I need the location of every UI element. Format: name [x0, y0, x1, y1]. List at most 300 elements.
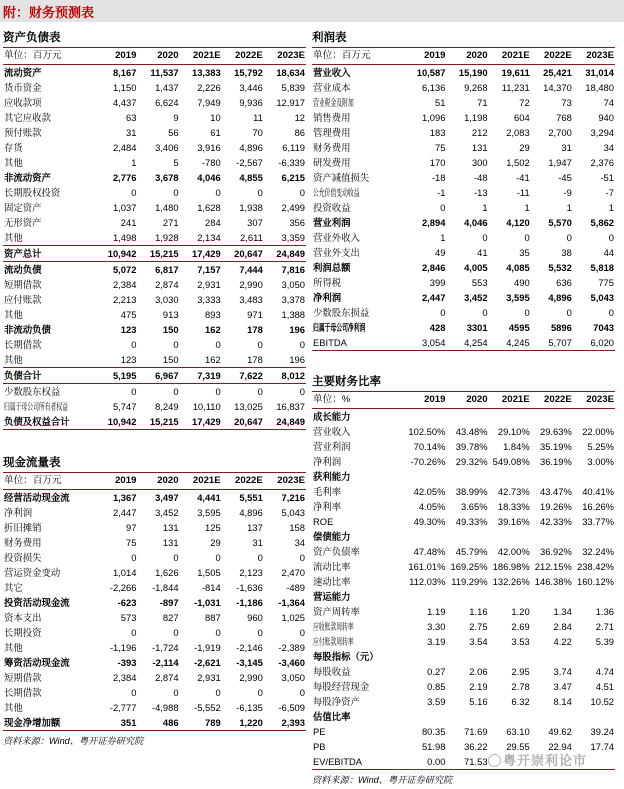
- table-row: [3, 670, 306, 685]
- row-value: 12: [294, 112, 305, 123]
- row-value: 10: [210, 112, 221, 123]
- row-value: 0: [215, 339, 221, 350]
- row-label: 负债合计: [3, 368, 95, 384]
- row-label: 应收款项: [4, 97, 42, 108]
- row-value: [446, 469, 488, 484]
- row-value: 18,480: [585, 82, 614, 93]
- row-value: 61: [210, 127, 221, 138]
- row-value: 20,647: [222, 414, 264, 430]
- row-value: 0: [257, 627, 263, 638]
- row-value: 2,894: [421, 217, 446, 228]
- table-row: [312, 634, 615, 649]
- row-value: 4,441: [197, 492, 221, 503]
- row-value: 17,429: [180, 246, 222, 262]
- row-value: 2,484: [112, 142, 137, 153]
- row-value: 0: [299, 552, 305, 563]
- row-value: 9,936: [239, 97, 263, 108]
- row-value: 3.65%: [460, 501, 488, 512]
- row-value: 31: [125, 127, 137, 138]
- row-value: 51: [434, 97, 446, 108]
- row-value: 34: [603, 142, 614, 153]
- row-value: 3,050: [281, 279, 305, 290]
- row-value: 0: [131, 552, 137, 563]
- table-row: [3, 520, 306, 535]
- row-value: 2,700: [548, 127, 572, 138]
- row-value: [573, 529, 615, 544]
- key-ratios-table: [312, 391, 615, 770]
- row-value: 2,384: [112, 279, 137, 290]
- table-row: [3, 292, 306, 307]
- row-value: [446, 529, 488, 544]
- row-value: -51: [600, 172, 614, 183]
- row-value: 549.08%: [492, 456, 530, 467]
- row-value: [531, 649, 573, 664]
- row-value: 1,367: [112, 492, 137, 503]
- table-row: [3, 95, 306, 110]
- row-value: 31,014: [585, 67, 614, 78]
- row-label: 营运资金变动: [4, 567, 61, 578]
- income-statement-body: [312, 48, 615, 351]
- row-value: 6,624: [155, 97, 179, 108]
- row-value: 4,437: [112, 97, 137, 108]
- content-columns: [0, 22, 624, 786]
- row-value: 71: [477, 97, 488, 108]
- row-label: 净利润: [313, 456, 342, 467]
- row-value: 893: [205, 309, 221, 320]
- row-value: 2,393: [264, 715, 306, 731]
- row-value: 0: [299, 687, 305, 698]
- table-row: [3, 110, 306, 125]
- row-value: 0: [215, 386, 221, 397]
- row-value: 5,195: [95, 368, 137, 384]
- watermark-text: 粤开崇利论市: [503, 753, 588, 768]
- row-value: 5,747: [112, 401, 137, 412]
- row-value: 43.48%: [455, 426, 488, 437]
- row-value: 39.16%: [497, 516, 530, 527]
- row-value: 4.74: [595, 666, 614, 677]
- row-value: 73: [561, 97, 572, 108]
- row-value: 960: [247, 612, 263, 623]
- row-value: -7: [605, 187, 614, 198]
- row-label: [312, 320, 404, 335]
- row-value: -1,919: [194, 642, 221, 653]
- row-value: [573, 469, 615, 484]
- row-value: 0: [257, 187, 263, 198]
- row-value: -3,145: [236, 657, 263, 668]
- row-value: 0: [440, 307, 446, 318]
- row-value: 2,931: [197, 279, 221, 290]
- row-value: 4,245: [489, 335, 531, 351]
- unit-label: 单位：百万元: [3, 473, 95, 490]
- row-value: 6.32: [511, 696, 530, 707]
- row-value: -1,031: [194, 597, 221, 608]
- row-value: 5,839: [281, 82, 305, 93]
- row-value: 196: [289, 324, 305, 335]
- row-value: 49: [434, 247, 446, 258]
- row-value: 4,896: [548, 292, 572, 303]
- row-value: 0: [173, 187, 179, 198]
- row-value: 6,136: [421, 82, 446, 93]
- row-value: 1,437: [155, 82, 179, 93]
- row-value: 10,942: [95, 246, 137, 262]
- table-row: [3, 262, 306, 278]
- row-label: 长期借款: [4, 687, 42, 698]
- row-value: -489: [286, 582, 305, 593]
- row-value: 2,470: [281, 567, 305, 578]
- table-row: [312, 170, 615, 185]
- row-value: -1,186: [236, 597, 263, 608]
- row-value: 3301: [466, 322, 488, 333]
- row-value: 4,046: [197, 172, 221, 183]
- row-value: 0: [608, 232, 614, 243]
- table-row: [312, 754, 615, 770]
- row-value: 0.85: [427, 681, 446, 692]
- row-label: 速动比率: [313, 576, 351, 587]
- column-header-year: 2023E: [264, 48, 306, 65]
- row-value: 0: [608, 307, 614, 318]
- row-label-text: 应收账款周转率: [313, 621, 354, 632]
- row-value: -1,724: [151, 642, 179, 653]
- table-row: [3, 414, 306, 430]
- row-value: 0: [299, 627, 305, 638]
- row-value: [573, 754, 615, 770]
- row-value: 1,505: [197, 567, 221, 578]
- row-value: 4,855: [239, 172, 263, 183]
- table-row: [312, 439, 615, 454]
- balance-sheet-body: [3, 48, 306, 430]
- table-row: [312, 275, 615, 290]
- row-label-text: 公允价值变动收益: [313, 187, 360, 198]
- row-label: 应付账款: [4, 294, 42, 305]
- row-label: 其他: [4, 157, 23, 168]
- table-row: [3, 505, 306, 520]
- table-row: [3, 125, 306, 140]
- row-value: 38: [561, 247, 572, 258]
- row-value: 15,792: [234, 67, 263, 78]
- row-label: 折旧摊销: [4, 522, 42, 533]
- row-value: 2,083: [506, 127, 530, 138]
- table-row: [312, 140, 615, 155]
- table-row: [3, 700, 306, 715]
- row-value: 5.39: [595, 636, 614, 647]
- row-label: 估值比率: [313, 711, 351, 722]
- row-value: 3,595: [197, 507, 221, 518]
- row-value: 2,499: [281, 202, 305, 213]
- row-value: 2.19: [469, 681, 488, 692]
- row-label: 每股收益: [313, 666, 351, 677]
- table-row: [3, 550, 306, 565]
- row-label: [312, 95, 404, 110]
- row-value: 8,167: [112, 67, 137, 78]
- row-label: 其他: [4, 354, 23, 365]
- row-value: 428: [429, 322, 446, 333]
- row-value: 102.50%: [408, 426, 446, 437]
- table-row: [312, 424, 615, 439]
- row-value: 307: [247, 217, 263, 228]
- row-value: 17,429: [180, 414, 222, 430]
- row-value: [404, 709, 446, 724]
- row-value: 4.51: [595, 681, 614, 692]
- row-value: 940: [598, 112, 614, 123]
- row-value: 5,570: [548, 217, 572, 228]
- row-value: 0: [299, 386, 305, 397]
- row-label: 资产总计: [3, 246, 95, 262]
- row-label: 其它: [4, 582, 23, 593]
- row-value: 3,916: [197, 142, 221, 153]
- row-value: 1,150: [112, 82, 137, 93]
- row-value: 0: [257, 339, 263, 350]
- row-value: 1.84%: [503, 441, 530, 452]
- row-value: 1,947: [548, 157, 572, 168]
- row-value: 1,025: [281, 612, 305, 623]
- row-label: 其他: [4, 702, 23, 713]
- table-row: [312, 65, 615, 81]
- row-value: 827: [162, 612, 179, 623]
- page-title: 附：财务预测表: [3, 4, 95, 20]
- row-value: 0: [440, 202, 446, 213]
- row-value: -6,339: [278, 157, 305, 168]
- row-value: [446, 589, 488, 604]
- row-value: 1.16: [469, 606, 488, 617]
- row-value: 1: [131, 157, 137, 168]
- table-row: [3, 384, 306, 400]
- row-label: 长期股权投资: [4, 187, 61, 198]
- row-value: 42.05%: [413, 486, 446, 497]
- row-value: 3,452: [155, 507, 179, 518]
- unit-label: 单位：%: [312, 392, 404, 409]
- row-value: 15,215: [137, 414, 179, 430]
- table-row: [312, 305, 615, 320]
- row-label: 经营活动现金流: [4, 492, 70, 503]
- row-value: 5,532: [548, 262, 572, 273]
- table-row: [312, 694, 615, 709]
- row-value: 31: [561, 142, 572, 153]
- row-value: 17.74: [590, 741, 614, 752]
- row-value: 5,072: [112, 264, 137, 275]
- table-row: [3, 185, 306, 200]
- row-value: 4,120: [506, 217, 530, 228]
- row-value: 3,333: [197, 294, 221, 305]
- table-row: [312, 110, 615, 125]
- row-value: -4,988: [151, 702, 179, 713]
- row-label: [3, 399, 95, 414]
- table-row: [312, 409, 615, 425]
- row-label: 管理费用: [313, 127, 351, 138]
- row-value: 8,249: [155, 401, 179, 412]
- row-value: -2,389: [278, 642, 305, 653]
- row-label: EBITDA: [312, 335, 404, 351]
- row-label: PB: [313, 741, 326, 752]
- row-value: 1,928: [155, 232, 179, 243]
- row-value: 29.63%: [540, 426, 572, 437]
- row-label: 投资损失: [4, 552, 42, 563]
- row-value: [489, 469, 531, 484]
- row-label: 短期借款: [4, 279, 42, 290]
- row-value: 1.19: [427, 606, 446, 617]
- row-label: 偿债能力: [313, 531, 351, 542]
- row-label: EV/EBITDA: [312, 754, 404, 770]
- table-row: [3, 322, 306, 337]
- row-value: 4,896: [239, 507, 263, 518]
- table-row: [312, 544, 615, 559]
- row-value: 162: [205, 354, 221, 365]
- row-value: 15,215: [137, 246, 179, 262]
- row-value: 3,595: [506, 292, 530, 303]
- table-row: [312, 724, 615, 739]
- row-value: 490: [514, 277, 530, 288]
- row-value: 6,020: [573, 335, 615, 351]
- row-value: 35: [519, 247, 530, 258]
- row-value: -1,364: [278, 597, 305, 608]
- row-value: 1,220: [222, 715, 264, 731]
- table-row: [3, 368, 306, 384]
- row-value: 3.59: [427, 696, 446, 707]
- row-value: 2.95: [511, 666, 530, 677]
- row-label: 其他: [4, 642, 23, 653]
- table-row: [312, 230, 615, 245]
- row-value: 0: [215, 552, 221, 563]
- row-value: 10,110: [192, 401, 221, 412]
- row-value: 0: [173, 552, 179, 563]
- row-value: -1,636: [236, 582, 263, 593]
- row-value: 1: [524, 202, 530, 213]
- column-header-year: 2022E: [222, 473, 264, 490]
- row-value: 131: [471, 142, 488, 153]
- income-statement-table: [312, 47, 615, 351]
- table-row: [312, 649, 615, 664]
- row-value: 6,967: [137, 368, 179, 384]
- row-value: 11,537: [150, 67, 179, 78]
- row-value: -2,621: [194, 657, 221, 668]
- table-row: [312, 664, 615, 679]
- row-value: 1.34: [553, 606, 572, 617]
- row-value: 3,378: [281, 294, 305, 305]
- row-value: 13,383: [191, 67, 221, 78]
- row-label: 预付账款: [4, 127, 42, 138]
- row-value: 160.12%: [576, 576, 614, 587]
- row-value: 2,447: [112, 507, 137, 518]
- row-value: 5,043: [590, 292, 614, 303]
- table-row: [3, 200, 306, 215]
- row-label-text: 营业税金及附加: [313, 97, 354, 108]
- left-column: [3, 22, 306, 786]
- table-row: [3, 595, 306, 610]
- row-value: 4,046: [464, 217, 488, 228]
- row-value: 161.01%: [408, 561, 446, 572]
- cash-flow-table: [3, 472, 306, 731]
- row-label: 净利润: [4, 507, 33, 518]
- table-row: [3, 640, 306, 655]
- row-value: 4.22: [553, 636, 572, 647]
- row-label: 投资活动现金流: [4, 597, 70, 608]
- row-value: 300: [471, 157, 488, 168]
- row-value: -5,552: [194, 702, 221, 713]
- row-value: 1,502: [506, 157, 530, 168]
- row-value: 74: [603, 97, 614, 108]
- row-value: 0: [299, 339, 305, 350]
- table-row: [312, 739, 615, 754]
- row-value: 0: [173, 687, 179, 698]
- row-value: 0: [215, 627, 221, 638]
- table-row: [3, 170, 306, 185]
- row-value: 2.75: [469, 621, 488, 632]
- table-row: [3, 140, 306, 155]
- row-value: -1,196: [109, 642, 137, 653]
- row-value: 71.69: [464, 726, 488, 737]
- key-ratios-title: 主要财务比率: [312, 376, 381, 388]
- table-row: [312, 499, 615, 514]
- row-value: 475: [120, 309, 137, 320]
- row-value: 16,837: [276, 401, 305, 412]
- table-row: [312, 559, 615, 574]
- row-value: 19,611: [501, 67, 530, 78]
- row-value: 0: [482, 232, 488, 243]
- row-value: 18.33%: [497, 501, 530, 512]
- row-value: 4,896: [239, 142, 263, 153]
- row-value: [489, 709, 531, 724]
- row-value: [489, 649, 531, 664]
- row-value: 3,294: [590, 127, 614, 138]
- row-label: 财务费用: [313, 142, 351, 153]
- row-value: [531, 529, 573, 544]
- table-row: [312, 245, 615, 260]
- column-header-year: 2022E: [531, 48, 573, 65]
- row-value: -1: [437, 187, 446, 198]
- row-value: 25,421: [543, 67, 572, 78]
- row-label: 营业收入: [313, 67, 351, 78]
- column-header-year: 2021E: [180, 473, 222, 490]
- row-value: 42.00%: [497, 546, 530, 557]
- column-header-year: 2023E: [264, 473, 306, 490]
- row-label: 投资收益: [313, 202, 351, 213]
- table-row: [312, 215, 615, 230]
- row-value: 789: [180, 715, 222, 731]
- row-value: 41: [477, 247, 488, 258]
- table-row: [312, 679, 615, 694]
- row-value: 5896: [550, 322, 572, 333]
- table-header-row: [3, 473, 306, 490]
- row-value: 0.00: [404, 754, 446, 770]
- unit-label: 单位：百万元: [3, 48, 95, 65]
- column-header-year: 2023E: [573, 48, 615, 65]
- row-value: 1: [608, 202, 614, 213]
- row-label: 获利能力: [313, 471, 351, 482]
- row-value: 3,050: [281, 672, 305, 683]
- row-value: -2,567: [236, 157, 263, 168]
- row-value: 351: [95, 715, 137, 731]
- table-row: [3, 337, 306, 352]
- row-label: 利润总额: [313, 262, 351, 273]
- row-value: 19.26%: [540, 501, 572, 512]
- table-row: [3, 230, 306, 246]
- row-value: 7043: [593, 322, 614, 333]
- row-value: 2,134: [197, 232, 221, 243]
- row-value: 2,611: [240, 232, 263, 243]
- row-value: 8.14: [553, 696, 572, 707]
- row-value: 1.36: [595, 606, 614, 617]
- row-label: 流动负债: [4, 264, 42, 275]
- row-value: 32.24%: [582, 546, 614, 557]
- row-value: 40.41%: [582, 486, 614, 497]
- table-row: [312, 95, 615, 110]
- column-header-year: 2022E: [531, 392, 573, 409]
- row-value: 70: [252, 127, 263, 138]
- row-value: 2.69: [511, 621, 530, 632]
- row-value: 13,025: [234, 401, 263, 412]
- row-value: 131: [162, 537, 179, 548]
- table-row: [3, 352, 306, 368]
- row-value: -18: [431, 172, 446, 183]
